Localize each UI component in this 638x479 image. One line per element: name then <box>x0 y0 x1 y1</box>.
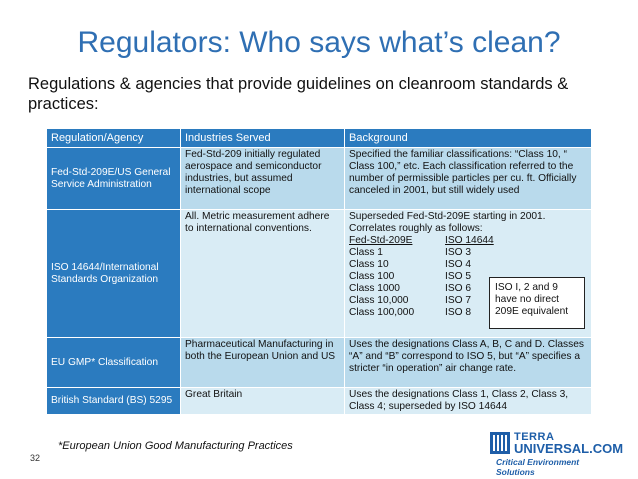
fed-class: Class 10 <box>349 259 389 270</box>
industries-cell: Fed-Std-209 initially regulated aerospace and semiconductor industries, but assumed international scope <box>181 148 345 210</box>
mapping-row <box>349 259 586 271</box>
header-background: Background <box>345 129 592 148</box>
regulations-table <box>46 128 592 415</box>
agency-cell: EU GMP* Classification <box>47 338 181 388</box>
background-intro: Superseded Fed-Std-209E starting in 2001. Correlates roughly as follows: <box>349 211 546 234</box>
logo-line2: UNIVERSAL.COM <box>514 441 624 456</box>
header-agency: Regulation/Agency <box>47 129 181 148</box>
background-cell: Uses the designations Class A, B, C and D. Classes “A” and “B” correspond to ISO 5, but “A” specifies a stricter “in operation” air change rate. <box>345 338 592 388</box>
iso-class: ISO 4 <box>445 259 472 270</box>
industries-cell: All. Metric measurement adhere to international conventions. <box>181 210 345 338</box>
table-header-row <box>47 129 592 148</box>
mapping-header <box>349 235 586 247</box>
terra-universal-logo <box>490 431 624 477</box>
background-cell: Uses the designations Class 1, Class 2, Class 3, Class 4; superseded by ISO 14644 <box>345 388 592 415</box>
fed-class: Class 1000 <box>349 283 400 294</box>
mapping-header-iso: ISO 14644 <box>445 235 494 246</box>
logo-tagline: Critical Environment Solutions <box>496 457 580 477</box>
iso-class: ISO 8 <box>445 307 472 318</box>
slide-subtitle: Regulations & agencies that provide guidelines on cleanroom standards & practices: <box>28 75 569 113</box>
slide-title: Regulators: Who says what’s clean? <box>77 26 561 59</box>
agency-cell: Fed-Std-209E/US General Service Administration <box>47 148 181 210</box>
table-row <box>47 148 592 210</box>
mapping-row <box>349 247 586 259</box>
fed-class: Class 100 <box>349 271 395 282</box>
background-cell: Specified the familiar classifications: “Class 10, “ Class 100,” etc. Each classification referred to the number of permissible particles per cu. ft. Officially canceled in 2001, but still widely used <box>345 148 592 210</box>
table-row <box>47 338 592 388</box>
industries-cell: Pharmaceutical Manufacturing in both the European Union and US <box>181 338 345 388</box>
fed-class: Class 10,000 <box>349 295 409 306</box>
table-row <box>47 388 592 415</box>
fed-class: Class 1 <box>349 247 383 258</box>
page-number: 32 <box>30 453 41 463</box>
header-industries: Industries Served <box>181 129 345 148</box>
iso-note-box: ISO I, 2 and 9 have no direct 209E equivalent <box>489 277 585 329</box>
iso-class: ISO 5 <box>445 271 472 282</box>
agency-cell: ISO 14644/International Standards Organization <box>47 210 181 338</box>
footnote: *European Union Good Manufacturing Practices <box>58 440 293 452</box>
logo-line1: TERRA <box>514 431 555 443</box>
terra-logo-icon <box>490 432 510 454</box>
iso-class: ISO 6 <box>445 283 472 294</box>
mapping-header-fed: Fed-Std-209E <box>349 235 413 246</box>
iso-class: ISO 7 <box>445 295 472 306</box>
agency-cell: British Standard (BS) 5295 <box>47 388 181 415</box>
iso-class: ISO 3 <box>445 247 472 258</box>
industries-cell: Great Britain <box>181 388 345 415</box>
fed-class: Class 100,000 <box>349 307 415 318</box>
